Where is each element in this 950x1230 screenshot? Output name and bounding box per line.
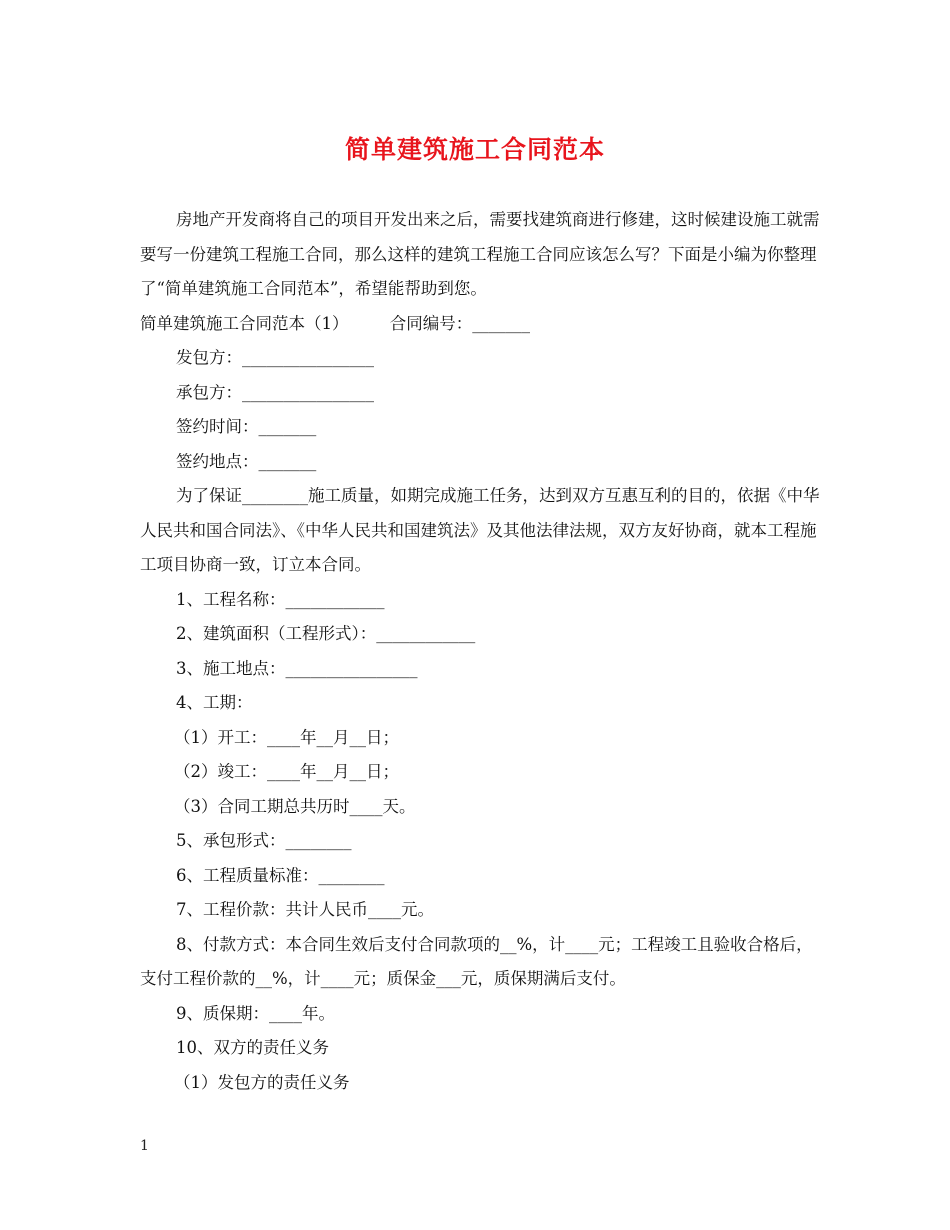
clause-start-date: （1）开工：____年__月__日；	[174, 727, 399, 747]
clause-quality-standard: 6、工程质量标准：________	[176, 865, 385, 885]
clause-total-duration: （3）合同工期总共历时____天。	[174, 796, 416, 816]
page-number: 1	[140, 1138, 149, 1154]
clause-responsibilities: 10、双方的责任义务	[176, 1038, 329, 1057]
clause-employer-responsibilities: （1）发包方的责任义务	[174, 1072, 350, 1092]
contract-heading-line: 简单建筑施工合同范本（1） 合同编号：_______	[140, 313, 530, 333]
document-body	[140, 203, 820, 1100]
document-title: 简单建筑施工合同范本	[344, 135, 605, 164]
intro-paragraph: 房地产开发商将自己的项目开发出来之后，需要找建筑商进行修建，这时候建设施工就需要写一份建筑工程施工合同，那么这样的建筑工程施工合同应该怎么写？下面是小编为你整理了“简单建筑施工合同范本”，希望能帮助到您。	[140, 210, 820, 298]
clause-payment-method: 8、付款方式：本合同生效后支付合同款项的__%，计____元；工程竣工且验收合格后，支付工程价款的__%，计____元；质保金___元，质保期满后支付。	[140, 934, 813, 988]
clause-contract-form: 5、承包形式：________	[176, 831, 352, 850]
contractor-field: 承包方：________________	[176, 382, 374, 402]
clause-duration: 4、工期：	[176, 693, 253, 712]
clause-construction-site: 3、施工地点：________________	[176, 658, 418, 678]
signing-place-field: 签约地点：_______	[176, 451, 317, 471]
purpose-paragraph: 为了保证________施工质量，如期完成施工任务，达到双方互惠互利的目的，依据《中华人民共和国合同法》、《中华人民共和国建筑法》及其他法律法规，双方友好协商，就本工程施工项目协商一致，订立本合同。	[140, 486, 820, 574]
clause-building-area: 2、建筑面积（工程形式）：____________	[176, 624, 476, 643]
employer-field: 发包方：________________	[176, 348, 374, 367]
clause-completion-date: （2）竣工：____年__月__日；	[174, 762, 399, 781]
clause-project-name: 1、工程名称：____________	[176, 589, 385, 609]
clause-contract-price: 7、工程价款：共计人民币____元。	[176, 900, 434, 919]
clause-warranty-period: 9、质保期：____年。	[176, 1003, 335, 1023]
signing-time-field: 签约时间：_______	[176, 417, 317, 436]
